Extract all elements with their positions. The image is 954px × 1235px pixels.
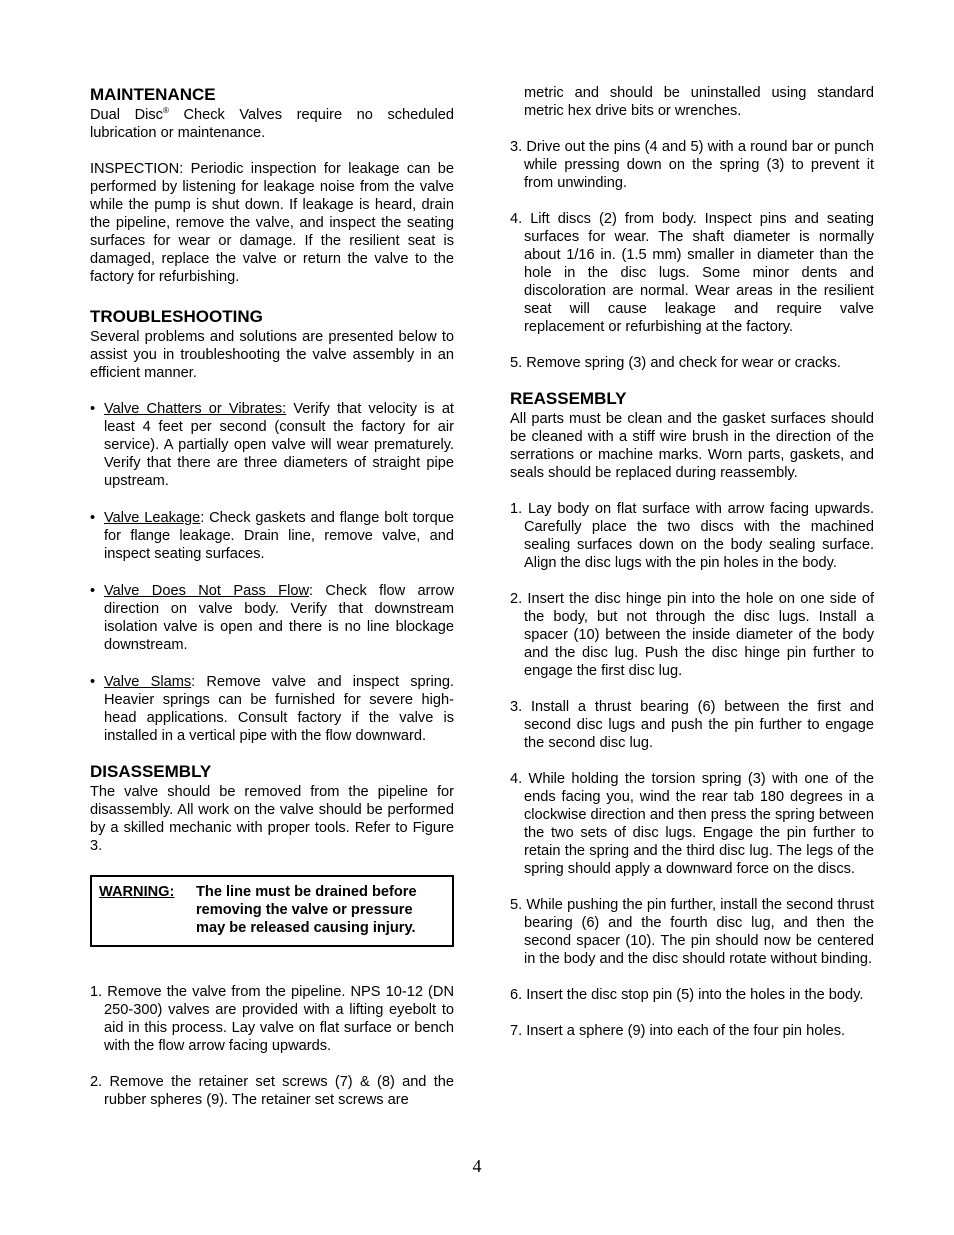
intro-brand: Dual Disc <box>90 107 163 123</box>
disassembly-step-1: 1. Remove the valve from the pipeline. NPS 10-12 (DN 250-300) valves are provided with a lifting eyebolt to aid in this process. Lay valve on flat surface or bench with the flow arrow facing upwards. <box>90 984 454 1054</box>
disassembly-step-2: 2. Remove the retainer set screws (7) & (8) and the rubber spheres (9). The retainer set screws are <box>90 1074 454 1108</box>
disassembly-intro: The valve should be removed from the pipeline for disassembly. All work on the valve should be performed by a skilled mechanic with proper tools. Refer to Figure 3. <box>90 784 454 854</box>
reassembly-step-4: 4. While holding the torsion spring (3) with one of the ends facing you, wind the rear tab 180 degrees in a clockwise direction and then press the spring between the two sets of disc lugs. Engage the pin further to retain the spring and the third disc lug. The legs of the spring should apply a downward force on the discs. <box>510 771 874 877</box>
trouble-item-title: Valve Slams <box>104 674 192 690</box>
troubleshooting-intro: Several problems and solutions are presented below to assist you in troubleshooting the valve assembly in an efficient manner. <box>90 329 454 381</box>
trouble-item-title: Valve Does Not Pass Flow <box>104 583 309 599</box>
reassembly-step-2: 2. Insert the disc hinge pin into the hole on one side of the body, but not through the disc lugs. Install a spacer (10) between the inside diameter of the body and the disc lug. Push the disc hinge pin further to engage the first disc lug. <box>510 591 874 679</box>
trouble-item-leakage <box>90 509 454 563</box>
trouble-item-title: Valve Chatters or Vibrates: <box>104 401 287 417</box>
bullet-icon: • <box>90 583 96 599</box>
trouble-item-chatter <box>90 400 454 490</box>
bullet-icon: • <box>90 401 96 417</box>
trouble-item-no-flow <box>90 582 454 654</box>
warning-text: The line must be drained before removing the valve or pressure may be released causing injury. <box>196 884 417 936</box>
trouble-item-text: : Check flow arrow direction on valve body. Verify that downstream isolation valve is open and there is no line blockage downstream. <box>104 583 454 653</box>
maintenance-heading: MAINTENANCE <box>90 85 216 104</box>
reassembly-step-1: 1. Lay body on flat surface with arrow facing upwards. Carefully place the two discs with the machined sealing surfaces down on the body sealing surface. Align the disc lugs with the pin holes in the body. <box>510 501 874 571</box>
trouble-item-slams <box>90 673 454 745</box>
trouble-item-text: Verify that velocity is at least 4 feet per second (consult the factory for air service). A partially open valve will wear prematurely. Verify that there are three diameters of straight pipe upstream. <box>104 401 454 489</box>
trouble-item-text: : Check gaskets and flange bolt torque for flange leakage. Drain line, remove valve, and inspect seating surfaces. <box>104 510 454 562</box>
left-column <box>90 84 454 1109</box>
reassembly-step-6: 6. Insert the disc stop pin (5) into the holes in the body. <box>510 987 864 1003</box>
troubleshooting-heading: TROUBLESHOOTING <box>90 307 263 326</box>
trouble-item-text: : Remove valve and inspect spring. Heavier springs can be furnished for severe high-head applications. Consult factory if the valve is installed in a vertical pipe with the flow downward. <box>104 674 454 744</box>
reassembly-step-7: 7. Insert a sphere (9) into each of the four pin holes. <box>510 1023 846 1039</box>
disassembly-step-3: 3. Drive out the pins (4 and 5) with a round bar or punch while pressing down on the spring (3) to prevent it from unwinding. <box>510 139 874 191</box>
reassembly-step-3: 3. Install a thrust bearing (6) between the first and second disc lugs and push the pin further to engage the second disc lug. <box>510 699 874 751</box>
disassembly-step-2-continued: metric and should be uninstalled using standard metric hex drive bits or wrenches. <box>524 85 874 119</box>
page-number: 4 <box>472 1156 482 1176</box>
reassembly-step-5: 5. While pushing the pin further, install the second thrust bearing (6) and the fourth disc lug, and then the second spacer (10). The pin should now be centered in the body and the disc should rotate without binding. <box>510 897 874 967</box>
inspection-paragraph: INSPECTION: Periodic inspection for leakage can be performed by listening for leakage noise from the valve while the pump is shut down. If leakage is heard, drain the pipeline, remove the valve, and inspect the seating surfaces for wear or damage. If the resilient seat is damaged, replace the valve or return the valve to the factory for refurbishing. <box>90 161 454 285</box>
warning-label: WARNING: <box>99 884 175 900</box>
trouble-item-title: Valve Leakage <box>104 510 201 526</box>
disassembly-heading: DISASSEMBLY <box>90 762 212 781</box>
right-column <box>510 84 874 1040</box>
maintenance-intro <box>90 106 454 142</box>
reassembly-intro: All parts must be clean and the gasket surfaces should be cleaned with a stiff wire brush in the direction of the serrations or machine marks. Worn parts, gaskets, and seals should be replaced during reassembly. <box>510 411 874 481</box>
warning-box <box>90 875 454 947</box>
disassembly-step-5: 5. Remove spring (3) and check for wear or cracks. <box>510 355 841 371</box>
bullet-icon: • <box>90 674 96 690</box>
intro-text: Check Valves require no scheduled lubrication or maintenance. <box>90 107 454 141</box>
disassembly-step-4: 4. Lift discs (2) from body. Inspect pins and seating surfaces for wear. The shaft diameter is normally about 1/16 in. (1.5 mm) smaller in diameter than the hole in the disc lugs. Some minor dents and discoloration are normal. Wear areas in the resilient seat will cause leakage and require valve replacement or refurbishing at the factory. <box>510 211 874 335</box>
bullet-icon: • <box>90 510 96 526</box>
reassembly-heading: REASSEMBLY <box>510 389 627 408</box>
registered-mark: ® <box>162 106 169 116</box>
